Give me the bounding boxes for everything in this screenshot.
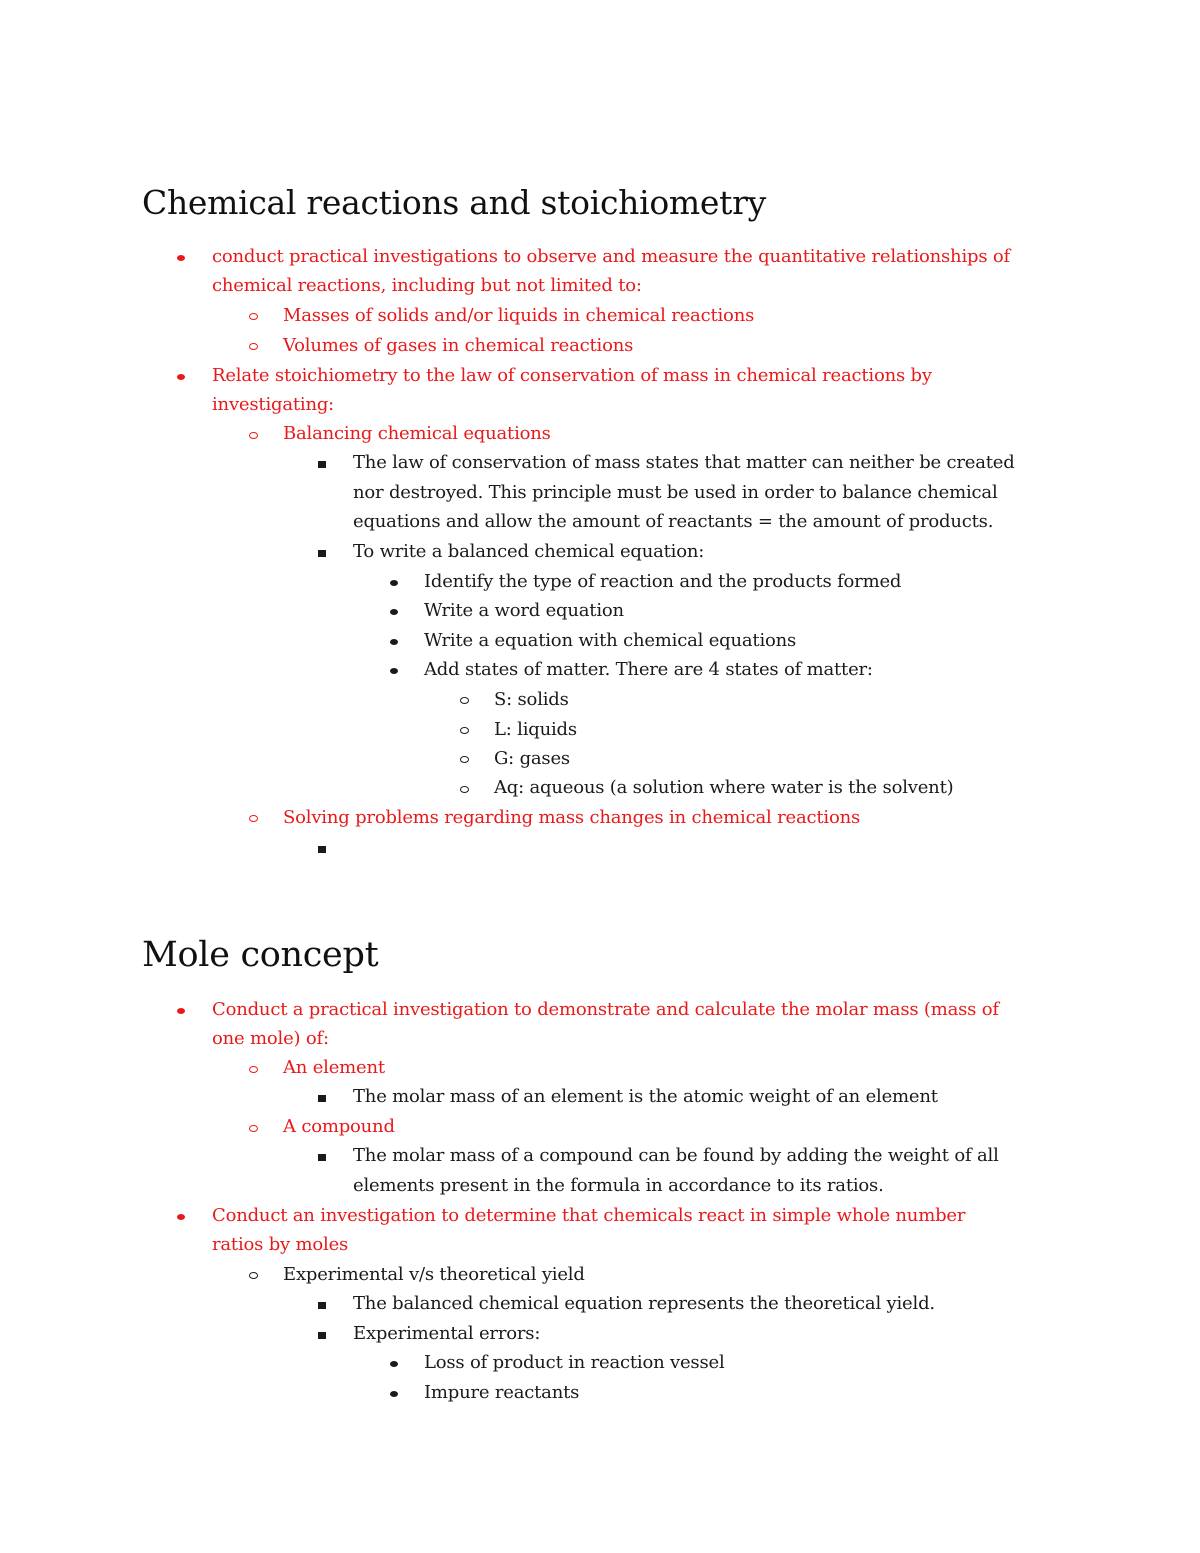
list-item-text: A compound — [283, 1116, 395, 1137]
list-item-text: Conduct an investigation to determine that chemicals react in simple whole number — [212, 1205, 966, 1226]
circle-bullet-icon — [249, 313, 258, 320]
circle-bullet-icon — [460, 697, 469, 704]
disc-bullet-icon — [390, 1361, 398, 1367]
circle-bullet-icon — [249, 432, 258, 439]
list-item-text: L: liquids — [494, 719, 577, 740]
list-item-text: Conduct a practical investigation to demonstrate and calculate the molar mass (mass of — [212, 999, 999, 1020]
disc-bullet-icon — [390, 580, 398, 586]
square-bullet-icon — [318, 846, 326, 853]
list-item-text: The molar mass of a compound can be found by adding the weight of all — [353, 1145, 999, 1166]
disc-bullet-icon — [177, 374, 185, 380]
disc-bullet-icon — [390, 639, 398, 645]
list-item-text: Experimental errors: — [353, 1323, 541, 1344]
list-item-text: Identify the type of reaction and the products formed — [424, 571, 902, 592]
list-item-text: equations and allow the amount of reactants = the amount of products. — [353, 511, 994, 532]
list-item-text: conduct practical investigations to observe and measure the quantitative relationships of — [212, 246, 1010, 267]
section-heading-mole-concept: Mole concept — [142, 935, 379, 975]
list-item-text: To write a balanced chemical equation: — [353, 541, 705, 562]
circle-bullet-icon — [249, 343, 258, 350]
circle-bullet-icon — [460, 727, 469, 734]
circle-bullet-icon — [460, 786, 469, 793]
disc-bullet-icon — [177, 255, 185, 261]
list-item-text: Volumes of gases in chemical reactions — [283, 335, 634, 356]
circle-bullet-icon — [460, 756, 469, 763]
list-item-text: An element — [283, 1057, 385, 1078]
square-bullet-icon — [318, 461, 326, 468]
list-item-text: one mole) of: — [212, 1028, 329, 1049]
square-bullet-icon — [318, 1302, 326, 1309]
list-item-text: Solving problems regarding mass changes in chemical reactions — [283, 807, 861, 828]
list-item-text: Masses of solids and/or liquids in chemical reactions — [283, 305, 755, 326]
list-item-text: Aq: aqueous (a solution where water is the solvent) — [494, 777, 954, 798]
section-heading-stoichiometry: Chemical reactions and stoichiometry — [142, 183, 766, 222]
list-item-text: investigating: — [212, 394, 335, 415]
list-item-text: The balanced chemical equation represents the theoretical yield. — [353, 1293, 935, 1314]
list-item-text: ratios by moles — [212, 1234, 349, 1255]
list-item-text: G: gases — [494, 748, 570, 769]
list-item-text: The molar mass of an element is the atomic weight of an element — [353, 1086, 938, 1107]
square-bullet-icon — [318, 1154, 326, 1161]
list-item-text: Add states of matter. There are 4 states of matter: — [424, 659, 873, 680]
circle-bullet-icon — [249, 1272, 258, 1279]
square-bullet-icon — [318, 1332, 326, 1339]
list-item-text: elements present in the formula in accordance to its ratios. — [353, 1175, 884, 1196]
list-item-text: chemical reactions, including but not limited to: — [212, 275, 642, 296]
list-item-text: Loss of product in reaction vessel — [424, 1352, 725, 1373]
list-item-text: nor destroyed. This principle must be used in order to balance chemical — [353, 482, 998, 503]
list-item-text: Relate stoichiometry to the law of conservation of mass in chemical reactions by — [212, 365, 932, 386]
disc-bullet-icon — [390, 1391, 398, 1397]
list-item-text: Write a equation with chemical equations — [424, 630, 797, 651]
list-item-text: Experimental v/s theoretical yield — [283, 1264, 585, 1285]
disc-bullet-icon — [177, 1008, 185, 1014]
square-bullet-icon — [318, 550, 326, 557]
list-item-text: The law of conservation of mass states that matter can neither be created — [353, 452, 1015, 473]
disc-bullet-icon — [177, 1214, 185, 1220]
disc-bullet-icon — [390, 609, 398, 615]
disc-bullet-icon — [390, 668, 398, 674]
circle-bullet-icon — [249, 1066, 258, 1073]
list-item-text: Balancing chemical equations — [283, 423, 551, 444]
square-bullet-icon — [318, 1095, 326, 1102]
list-item-text: Write a word equation — [424, 600, 624, 621]
list-item-text: S: solids — [494, 689, 569, 710]
circle-bullet-icon — [249, 815, 258, 822]
circle-bullet-icon — [249, 1125, 258, 1132]
list-item-text: Impure reactants — [424, 1382, 580, 1403]
